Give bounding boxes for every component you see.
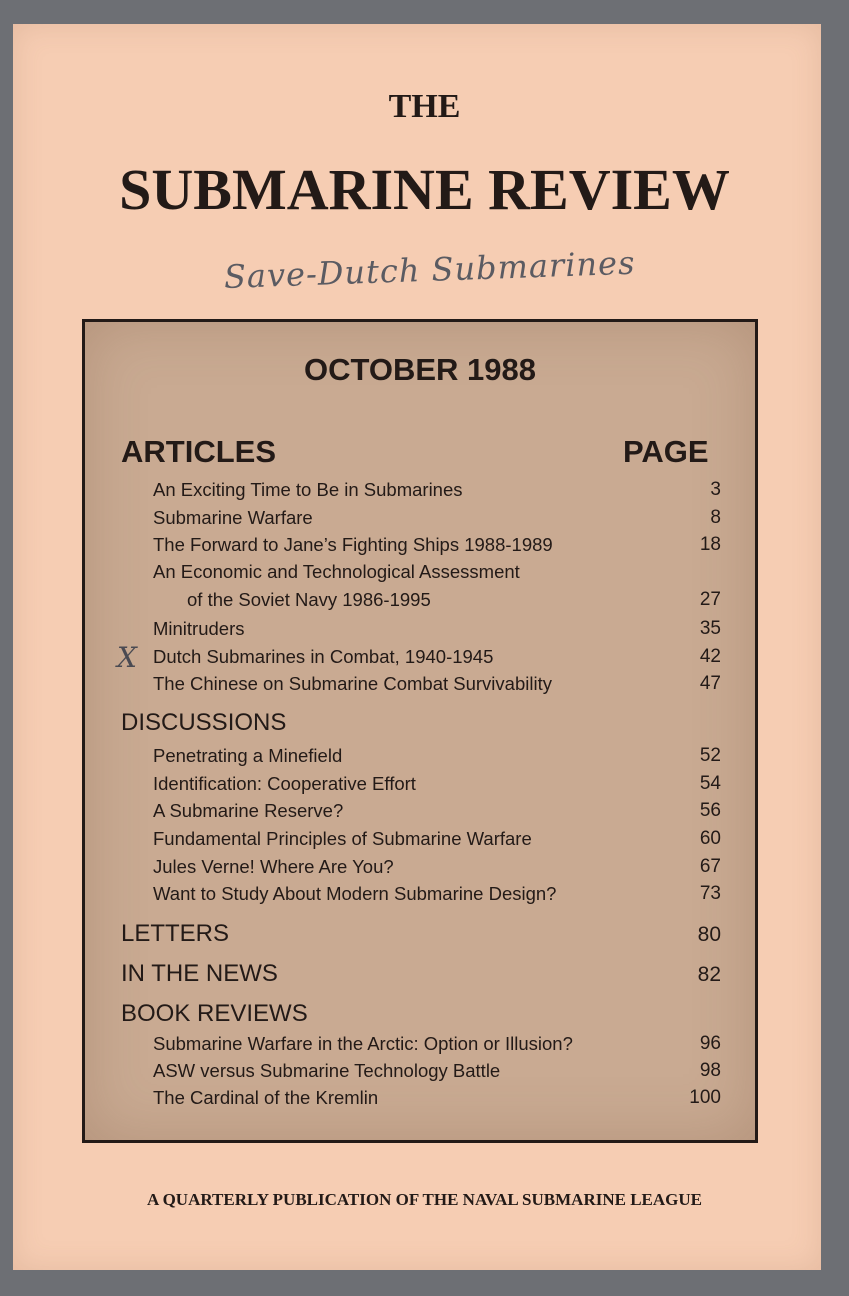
book-reviews-heading: BOOK REVIEWS — [121, 1000, 308, 1027]
list-item-page: 52 — [699, 745, 721, 766]
list-item-page: 42 — [699, 646, 721, 667]
list-item-title: Dutch Submarines in Combat, 1940-1945 — [153, 646, 494, 667]
list-item-title: Submarine Warfare in the Arctic: Option or Illusion? — [153, 1033, 573, 1054]
issue-date: OCTOBER 1988 — [303, 352, 536, 387]
list-item-title: Identification: Cooperative Effort — [153, 773, 416, 794]
masthead-the: THE — [388, 88, 461, 125]
handwritten-x-mark: X — [117, 641, 137, 674]
list-item-title-cont: of the Soviet Navy 1986-1995 — [187, 589, 431, 610]
list-item-title: Want to Study About Modern Submarine Design? — [153, 883, 557, 904]
handwritten-note: Save-Dutch Submarines — [223, 243, 637, 296]
list-item-title: The Chinese on Submarine Combat Survivability — [153, 673, 552, 694]
list-item-page: 60 — [699, 828, 721, 849]
list-item-title: The Cardinal of the Kremlin — [153, 1087, 379, 1108]
masthead-title: SUBMARINE REVIEW — [119, 157, 730, 222]
list-item-title: A Submarine Reserve? — [153, 800, 344, 821]
publication-footer: A QUARTERLY PUBLICATION OF THE NAVAL SUBMARINE LEAGUE — [146, 1190, 702, 1209]
list-item-title: Submarine Warfare — [153, 507, 313, 528]
list-item-page: 35 — [699, 618, 721, 639]
list-item-page: 100 — [689, 1087, 721, 1108]
list-item-page: 54 — [699, 773, 721, 794]
list-item-title: Penetrating a Minefield — [153, 745, 343, 766]
in-the-news-heading: IN THE NEWS — [121, 960, 278, 987]
list-item-page: 98 — [699, 1060, 721, 1081]
list-item-page: 3 — [710, 479, 721, 500]
in-the-news-page: 82 — [697, 963, 721, 986]
list-item-title: Fundamental Principles of Submarine Warfare — [153, 828, 532, 849]
list-item-title: ASW versus Submarine Technology Battle — [153, 1060, 501, 1081]
table-of-contents — [82, 319, 758, 1143]
list-item-page: 27 — [699, 589, 721, 610]
list-item-page: 96 — [699, 1033, 721, 1054]
list-item-page: 18 — [699, 534, 721, 555]
discussions-heading: DISCUSSIONS — [121, 709, 287, 736]
letters-heading: LETTERS — [121, 920, 230, 947]
list-item-page: 56 — [699, 800, 721, 821]
list-item-page: 8 — [710, 507, 721, 528]
list-item-page: 73 — [699, 883, 721, 904]
letters-page: 80 — [697, 923, 721, 946]
articles-heading: ARTICLES — [121, 434, 276, 469]
list-item-title: Jules Verne! Where Are You? — [153, 856, 394, 877]
page-heading: PAGE — [623, 434, 709, 469]
list-item-title: Minitruders — [153, 618, 245, 639]
list-item-title: The Forward to Jane’s Fighting Ships 1988-1989 — [153, 534, 553, 555]
list-item-page: 67 — [699, 856, 721, 877]
list-item-page: 47 — [699, 673, 721, 694]
list-item-title: An Economic and Technological Assessment — [153, 561, 520, 582]
list-item-title: An Exciting Time to Be in Submarines — [153, 479, 463, 500]
